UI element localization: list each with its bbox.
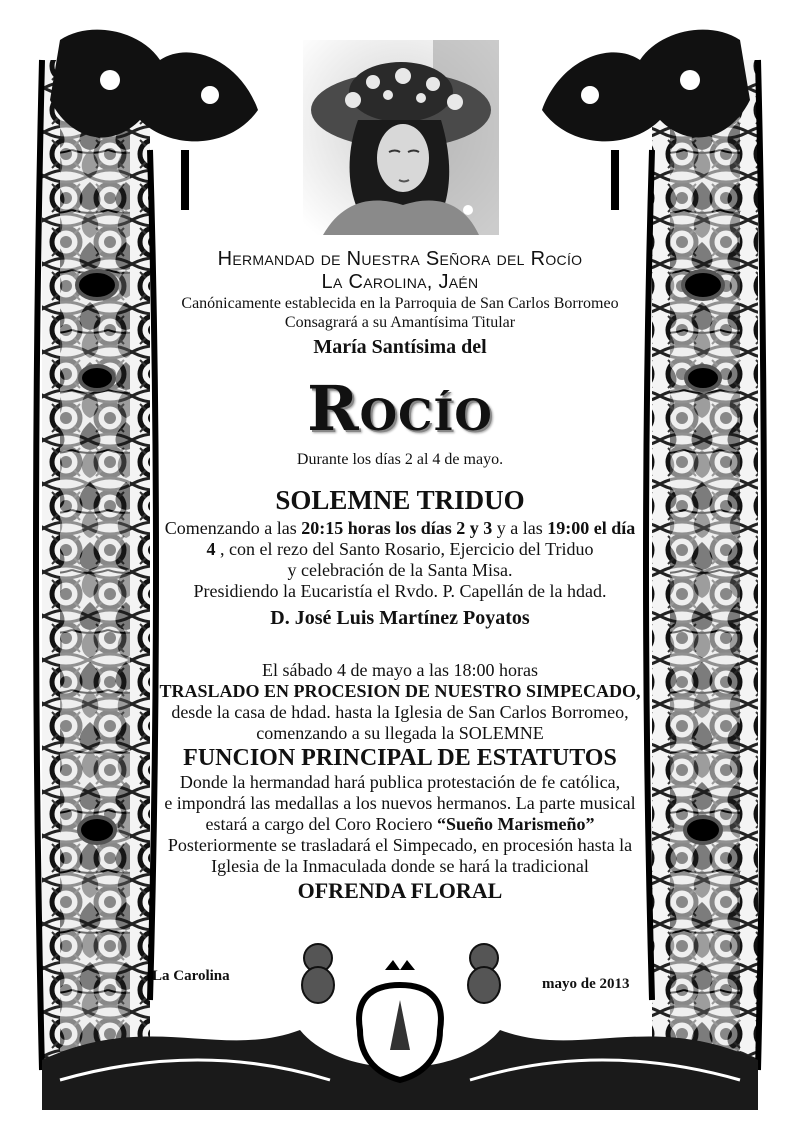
footer-date: mayo de 2013 xyxy=(542,976,630,992)
procession-arrival-line: comenzando a su llegada la SOLEMNE xyxy=(256,723,544,743)
footer-place: La Carolina xyxy=(152,968,230,984)
medals-line: e impondrá las medallas a los nuevos hermanos. La parte musical xyxy=(164,793,636,813)
page-title: Rocío xyxy=(307,372,493,445)
procession-transfer-line: TRASLADO EN PROCESION DE NUESTRO SIMPECADO, xyxy=(159,681,641,701)
header-block xyxy=(150,248,650,359)
procession-date-line: El sábado 4 de mayo a las 18:00 horas xyxy=(262,660,538,680)
function-heading: FUNCION PRINCIPAL DE ESTATUTOS xyxy=(183,745,617,771)
dates-line: Durante los días 2 al 4 de mayo. xyxy=(296,451,504,468)
virgin-image xyxy=(303,40,499,235)
virgin-name-line: María Santísima del xyxy=(313,336,487,358)
triduo-block xyxy=(150,484,650,630)
faith-line: Donde la hermandad hará publica protestación de fe católica, xyxy=(179,772,621,792)
offering-heading: OFRENDA FLORAL xyxy=(297,878,503,903)
procession-block xyxy=(150,660,650,905)
inmaculada-line: Iglesia de la Inmaculada donde se hará la tradicional xyxy=(211,856,589,876)
triduo-times-line: Comenzando a las 20:15 horas los días 2 y 3 y a las 19:00 el día xyxy=(164,518,636,538)
title-block xyxy=(150,374,650,469)
consecration-line: Consagrará a su Amantísima Titular xyxy=(284,314,516,331)
triduo-rosary-line: 4 , con el rezo del Santo Rosario, Ejercicio del Triduo xyxy=(206,539,594,559)
brotherhood-crest-icon xyxy=(359,960,441,1080)
town-name: La Carolina, Jaén xyxy=(321,271,479,293)
simpecado-line: Posteriormente se trasladará el Simpecado, en procesión hasta la xyxy=(167,835,633,855)
triduo-heading: SOLEMNE TRIDUO xyxy=(275,485,525,515)
triduo-mass-line: y celebración de la Santa Misa. xyxy=(287,560,513,580)
brotherhood-name: Hermandad de Nuestra Señora del Rocío xyxy=(217,248,583,270)
choir-line: estará a cargo del Coro Rociero “Sueño Marismeño” xyxy=(205,814,595,834)
procession-route-line: desde la casa de hdad. hasta la Iglesia de San Carlos Borromeo, xyxy=(171,702,629,722)
parish-line: Canónicamente establecida en la Parroquia de San Carlos Borromeo xyxy=(181,295,619,312)
celebrant-name: D. José Luis Martínez Poyatos xyxy=(270,607,530,629)
triduo-presider-line: Presidiendo la Eucaristía el Rvdo. P. Capellán de la hdad. xyxy=(193,581,607,601)
